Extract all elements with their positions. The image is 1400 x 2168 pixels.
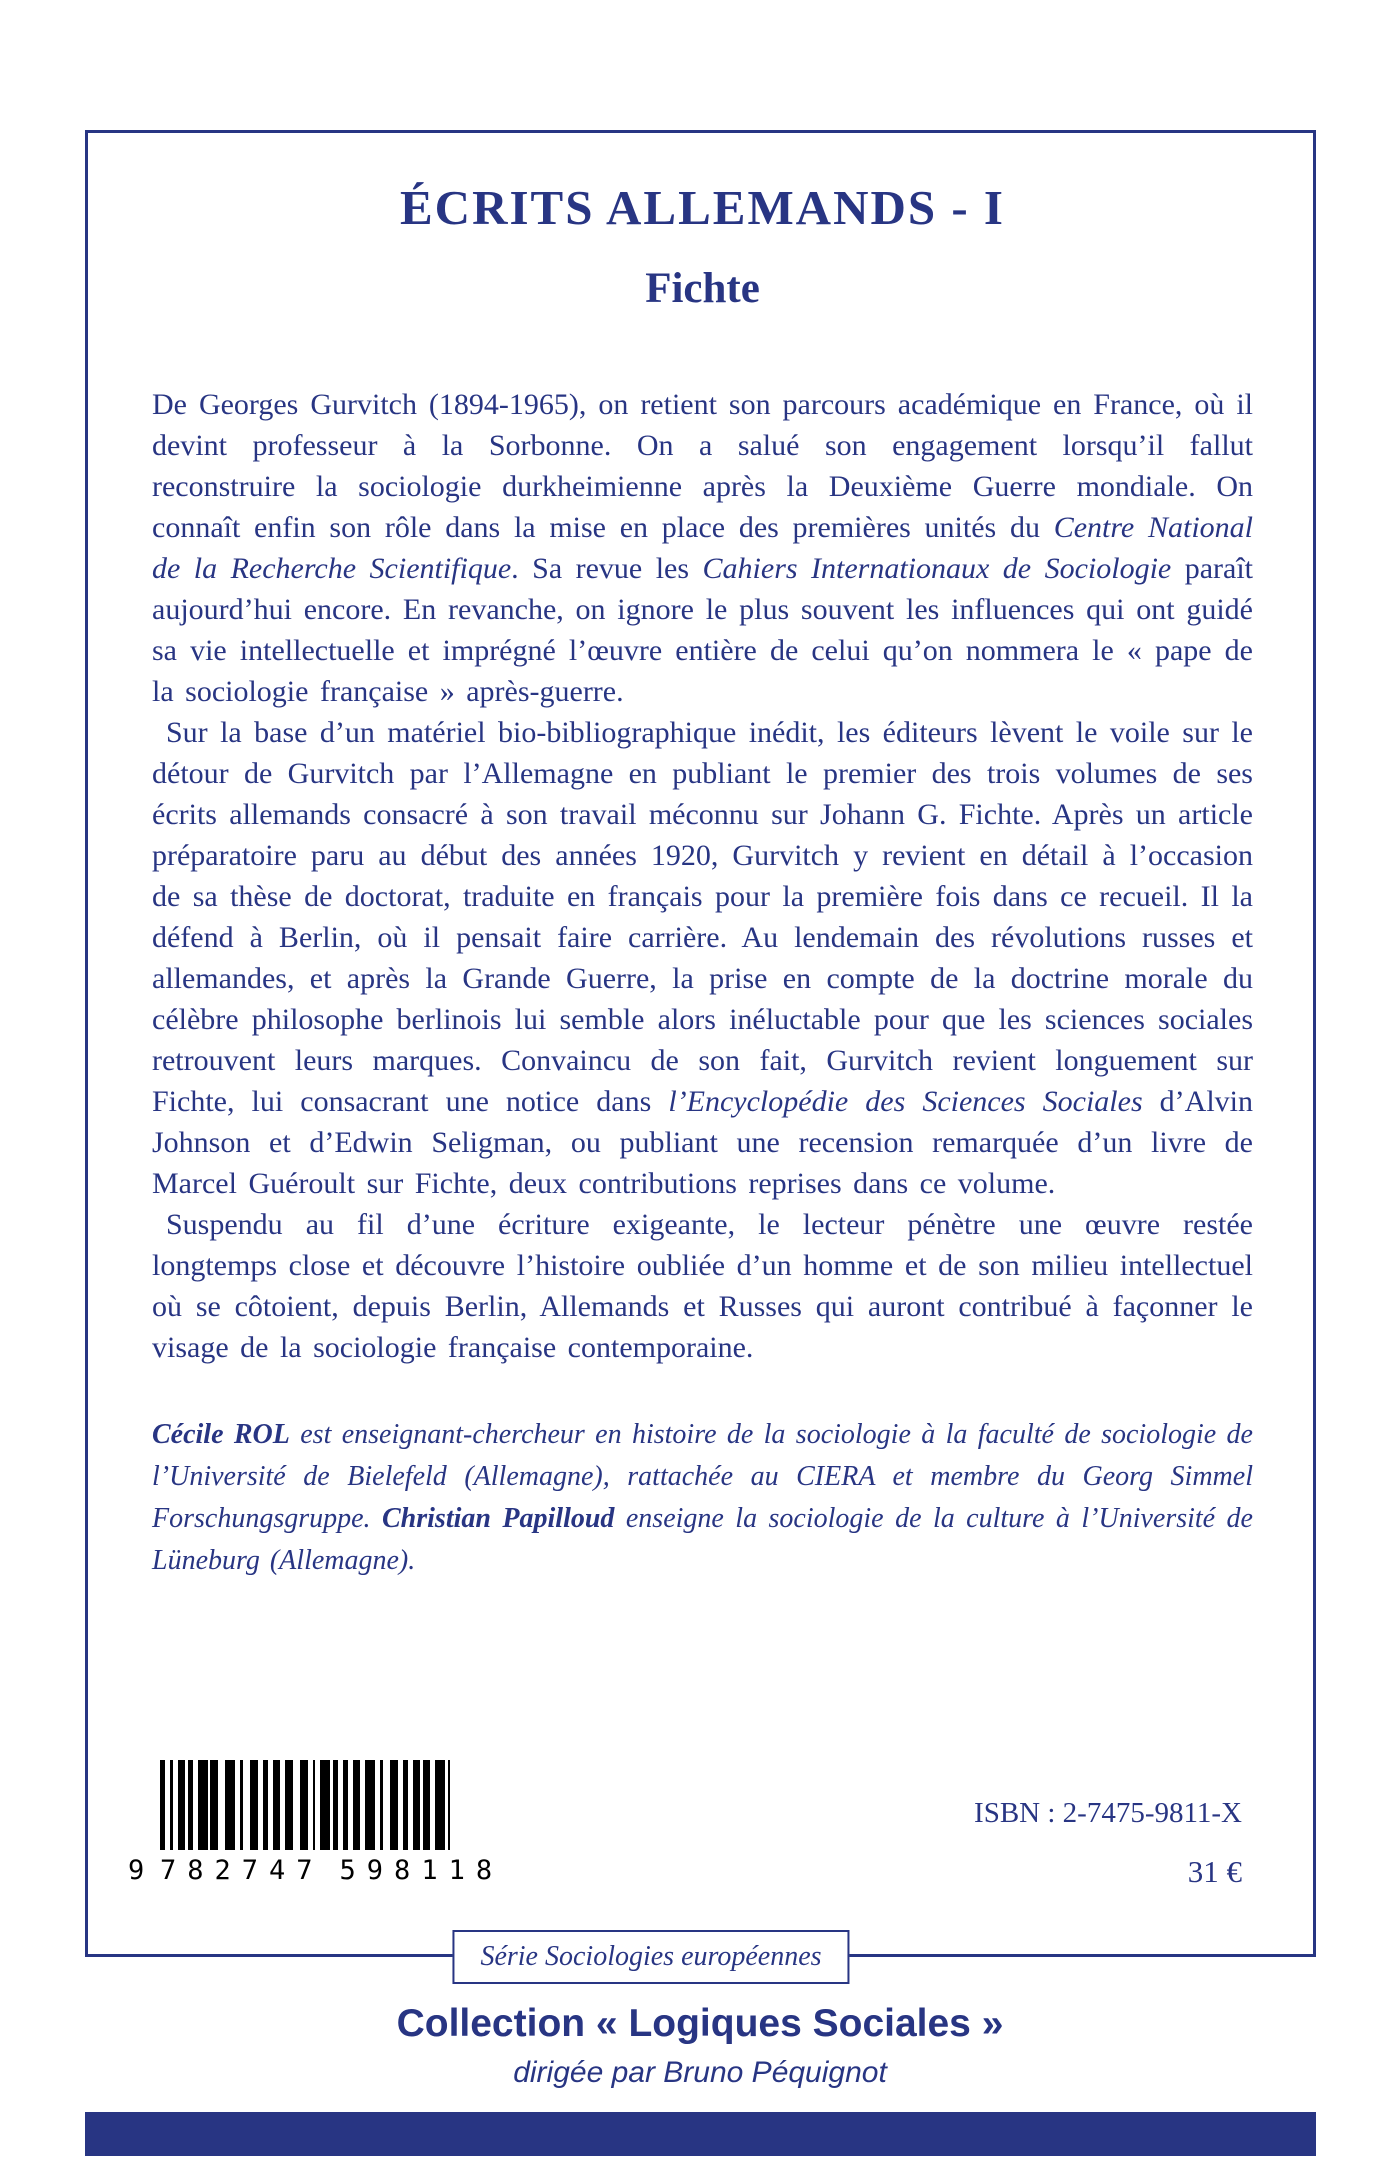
frame-content xyxy=(88,133,1313,1582)
summary-paragraph: De Georges Gurvitch (1894-1965), on retient son parcours académique en France, où il devint professeur à la Sorbonne. On a salué son engagement lorsqu’il fallut reconstruire la sociologie durkheimienne après la Deuxième Guerre mondiale. On connaît enfin son rôle dans la mise en place des premières unités du Centre National de la Recherche Scientifique. Sa revue les Cahiers Internationaux de Sociologie paraît aujourd’hui encore. En revanche, on ignore le plus souvent les influences qui ont guidé sa vie intellectuelle et imprégné l’œuvre entière de celui qu’on nommera le « pape de la sociologie française » après-guerre. xyxy=(152,388,1254,709)
footer-bar xyxy=(85,2112,1316,2156)
price-label: 31 € xyxy=(1187,1853,1242,1889)
summary-paragraph: Suspendu au fil d’une écriture exigeante, le lecteur pénètre une œuvre restée longtemps close et découvre l’histoire oubliée d’un homme et de son milieu intellectuel où se côtoient, depuis Berlin, Allemands et Russes qui auront contribué à façonner le visage de la sociologie française contemporaine. xyxy=(152,1208,1253,1365)
barcode xyxy=(128,1760,519,1886)
page-title: ÉCRITS ALLEMANDS - I xyxy=(400,180,1005,235)
series-box xyxy=(452,1930,849,1984)
isbn-block xyxy=(974,1796,1242,1890)
summary-paragraph: Sur la base d’un matériel bio-bibliographique inédit, les éditeurs lèvent le voile sur le détour de Gurvitch par l’Allemagne en publiant le premier des trois volumes de ses écrits allemands consacré à son travail méconnu sur Johann G. Fichte. Après un article préparatoire paru au début des années 1920, Gurvitch y revient en détail à l’occasion de sa thèse de doctorat, traduite en français pour la première fois dans ce recueil. Il la défend à Berlin, où il pensait faire carrière. Au lendemain des révolutions russes et allemandes, et après la Grande Guerre, la prise en compte de la doctrine morale du célèbre philosophe berlinois lui semble alors inéluctable pour que les sciences sociales retrouvent leurs marques. Convaincu de son fait, Gurvitch revient longuement sur Fichte, lui consacrant une notice dans l’Encyclopédie des Sciences Sociales d’Alvin Johnson et d’Edwin Seligman, ou publiant une recension remarquée d’un livre de Marcel Guéroult sur Fichte, deux contributions reprises dans ce volume. xyxy=(152,716,1254,1201)
series-label: Série Sociologies européennes xyxy=(480,1941,822,1972)
content-frame xyxy=(85,130,1316,1957)
barcode-digits xyxy=(128,1855,519,1886)
collection-director: dirigée par Bruno Péquignot xyxy=(513,2056,887,2089)
barcode-digit-group: 782747 xyxy=(160,1855,324,1886)
author-bio: Cécile ROL est enseignant-chercheur en histoire de la sociologie à la faculté de sociologie de l’Université de Bielefeld (Allemagne), rattachée au CIERA et membre du Georg Simmel Forschungsgruppe. Christian Papilloud enseigne la sociologie de la culture à l’Université de Lüneburg (Allemagne). xyxy=(152,1419,1253,1577)
isbn-label: ISBN : 2-7475-9811-X xyxy=(974,1797,1242,1829)
summary-text xyxy=(152,384,1253,1368)
collection-title: Collection « Logiques Sociales » xyxy=(396,2002,1004,2045)
barcode-bars xyxy=(160,1760,519,1850)
page-subtitle: Fichte xyxy=(645,264,760,312)
barcode-digit-group: 598118 xyxy=(339,1855,504,1886)
barcode-digit-left: 9 xyxy=(128,1855,145,1886)
